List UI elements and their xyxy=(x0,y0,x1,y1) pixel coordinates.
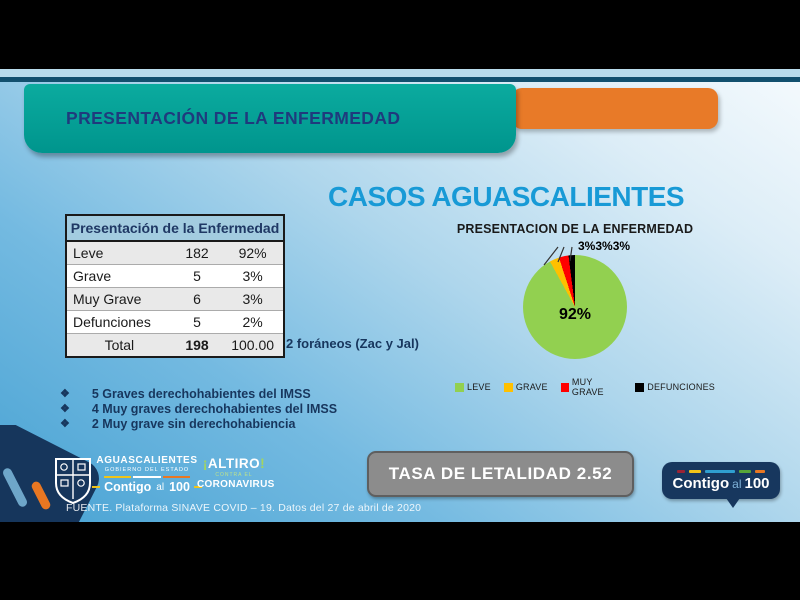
table-row xyxy=(66,311,284,334)
bottom-letterbox-bar xyxy=(0,522,800,600)
rule-yellow xyxy=(104,476,131,478)
lethality-rate-box xyxy=(367,451,634,497)
bullet-diamond-icon: ❖ xyxy=(60,418,70,430)
pie-chart-title: PRESENTACION DE LA ENFERMEDAD xyxy=(456,222,694,236)
note-text: 5 Graves derechohabientes del IMSS xyxy=(91,387,311,401)
rule-orange xyxy=(163,476,190,478)
slide-background xyxy=(0,69,800,522)
altiro-contra-el: CONTRA EL xyxy=(215,472,253,478)
bullet-diamond-icon: ❖ xyxy=(60,388,70,400)
pie-main-slice-label: 92% xyxy=(558,306,592,323)
legend-item xyxy=(504,382,548,392)
slogan-100: 100 xyxy=(169,480,190,494)
legend-item xyxy=(455,382,491,392)
bubble-contigo: Contigo xyxy=(672,474,730,492)
government-logo xyxy=(52,455,198,507)
legend-label: GRAVE xyxy=(515,382,548,392)
pie-legend xyxy=(455,377,715,397)
dash-green xyxy=(739,470,751,473)
government-logo-text xyxy=(96,455,198,507)
legend-label: LEVE xyxy=(467,382,491,392)
legend-swatch-grave xyxy=(504,383,513,392)
row-value: 5 xyxy=(172,265,223,288)
source-line: FUENTE. Plataforma SINAVE COVID – 19. Datos del 27 de abril de 2020 xyxy=(66,502,422,514)
gov-slogan xyxy=(92,480,202,494)
row-percent: 3% xyxy=(222,265,284,288)
legend-swatch-defunciones xyxy=(635,383,644,392)
altiro-word: ALTIRO xyxy=(207,456,261,471)
row-percent: 2% xyxy=(222,311,284,334)
section-title: CASOS AGUASCALIENTES xyxy=(328,181,685,212)
legend-label: MUY GRAVE xyxy=(571,377,604,397)
row-label: Grave xyxy=(66,265,172,288)
banner-title: PRESENTACIÓN DE LA ENFERMEDAD xyxy=(66,108,401,128)
altiro-coronavirus: CORONAVIRUS xyxy=(197,479,275,490)
slogan-dash-left xyxy=(92,486,100,489)
top-letterbox-bar xyxy=(0,0,800,69)
altiro-close-mark: ! xyxy=(260,456,266,471)
note-item xyxy=(60,402,337,417)
rule-white xyxy=(133,476,160,478)
note-text: 2 Muy grave sin derechohabiencia xyxy=(91,417,296,431)
bubble-text xyxy=(672,475,769,492)
total-value: 198 xyxy=(172,334,223,358)
dash-yellow xyxy=(689,470,701,473)
gov-color-rule xyxy=(104,476,190,478)
legend-swatch-muy-grave xyxy=(561,383,569,392)
row-label: Leve xyxy=(66,241,172,265)
legend-item xyxy=(635,382,715,392)
altiro-coronavirus-logo xyxy=(197,456,275,490)
lethality-rate-text: TASA DE LETALIDAD 2.52 xyxy=(388,464,613,483)
row-value: 182 xyxy=(172,241,223,265)
note-item xyxy=(60,387,337,402)
contigo-al-100-bubble xyxy=(662,462,780,499)
top-light-strip xyxy=(0,69,800,77)
legend-swatch-leve xyxy=(455,383,464,392)
top-navy-line xyxy=(0,77,800,82)
note-text: 4 Muy graves derechohabientes del IMSS xyxy=(91,402,338,416)
bubble-100: 100 xyxy=(744,474,770,492)
slogan-contigo: Contigo xyxy=(104,480,152,494)
total-label: Total xyxy=(66,334,172,358)
dash-blue xyxy=(705,470,735,473)
pie-small-slices-label: 3%3%3% xyxy=(578,239,631,253)
row-label: Defunciones xyxy=(66,311,172,334)
table-row xyxy=(66,288,284,311)
bullet-diamond-icon: ❖ xyxy=(60,403,70,415)
table-total-row xyxy=(66,334,284,358)
altiro-title xyxy=(197,456,271,471)
total-percent: 100.00 xyxy=(222,334,284,358)
legend-label: DEFUNCIONES xyxy=(647,382,715,392)
row-label: Muy Grave xyxy=(66,288,172,311)
header-orange-bar xyxy=(512,88,718,129)
row-percent: 92% xyxy=(222,241,284,265)
coat-of-arms-icon xyxy=(52,455,94,507)
foreign-cases-note: 2 foráneos (Zac y Jal) xyxy=(286,336,419,351)
slogan-al: al xyxy=(156,481,165,493)
row-value: 5 xyxy=(172,311,223,334)
bubble-al: al xyxy=(732,476,742,491)
legend-item xyxy=(561,377,623,397)
gov-name: AGUASCALIENTES xyxy=(96,455,198,466)
table-header: Presentación de la Enfermedad xyxy=(66,215,284,241)
dash-maroon xyxy=(677,470,685,473)
dash-orange xyxy=(755,470,765,473)
row-percent: 3% xyxy=(222,288,284,311)
row-value: 6 xyxy=(172,288,223,311)
gov-subtitle: GOBIERNO DEL ESTADO xyxy=(104,467,190,473)
table-row xyxy=(66,265,284,288)
altiro-open-mark: ¡ xyxy=(202,456,208,471)
bubble-color-dashes xyxy=(677,470,765,473)
table-row xyxy=(66,241,284,265)
presentation-table xyxy=(65,214,285,358)
bubble-tail xyxy=(726,498,740,508)
header-teal-banner xyxy=(24,84,516,153)
